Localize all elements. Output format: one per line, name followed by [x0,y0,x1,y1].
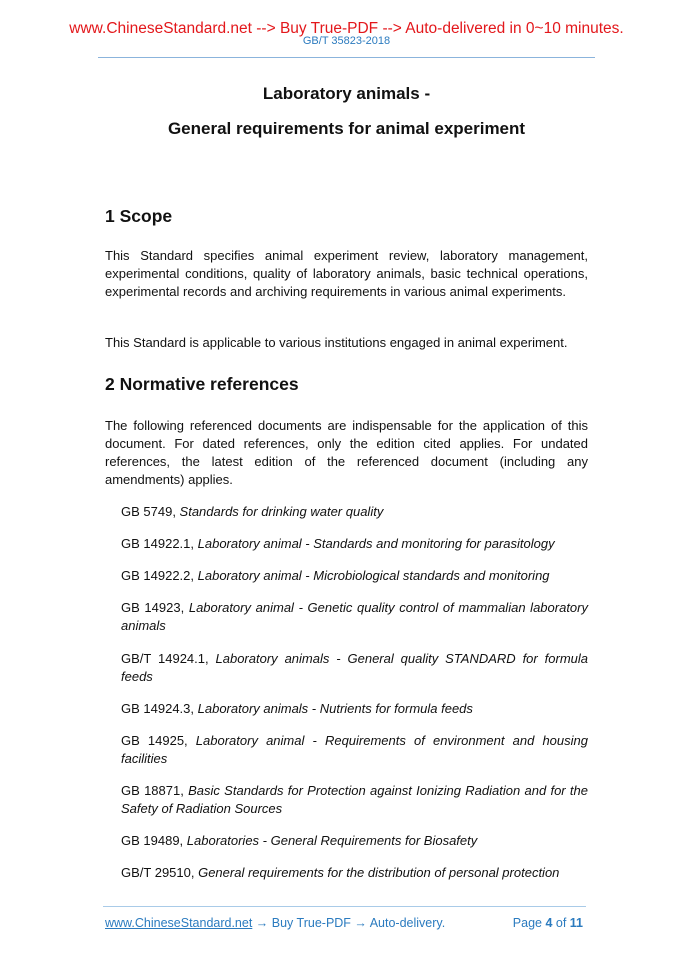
page-of-label: of [552,916,570,930]
reference-code: GB 18871, [121,783,189,798]
scope-paragraph-1-wrap [105,247,588,301]
reference-item [121,503,588,521]
reference-title: Laboratory animals - General quality STANDARD for formula feeds [121,651,588,684]
scope-paragraph-2-wrap [105,334,588,352]
normative-paragraph-wrap [105,417,588,489]
reference-item [121,782,588,818]
page-current: 4 [545,916,553,930]
reference-code: GB 14925, [121,733,196,748]
reference-code: GB 14923, [121,600,189,615]
section-normative-references [105,373,588,395]
page-footer [105,915,583,931]
footer-tagline: → Buy True-PDF → Auto-delivery. [252,916,446,930]
reference-item [121,864,588,882]
reference-code: GB/T 29510, [121,865,199,880]
page-label: Page [512,916,546,930]
reference-item [121,832,588,850]
reference-item [121,700,588,718]
scope-paragraph-2: This Standard is applicable to various institutions engaged in animal experiment. [105,335,568,350]
header-divider [98,57,595,58]
reference-code: GB 14922.2, [121,568,198,583]
promo-banner: www.ChineseStandard.net --> Buy True-PDF --> Auto-delivered in 0~10 minutes. [69,20,624,37]
section-heading-normative-references: 2 Normative references [105,374,299,394]
reference-item [121,567,588,585]
reference-code: GB 14924.3, [121,701,198,716]
document-title-line1: Laboratory animals - [262,84,431,103]
footer-divider [103,906,586,907]
reference-title: General requirements for the distribution of personal protection [198,865,560,880]
reference-title: Standards for drinking water quality [179,504,384,519]
reference-title: Laboratory animal - Requirements of environment and housing facilities [121,733,588,766]
reference-code: GB/T 14924.1, [121,651,216,666]
section-heading-scope: 1 Scope [105,206,173,226]
reference-code: GB 14922.1, [121,536,198,551]
reference-item [121,732,588,768]
page-indicator [513,915,583,931]
reference-code: GB 5749, [121,504,180,519]
normative-paragraph: The following referenced documents are indispensable for the application of this document. For dated references, only the edition cited applies. For undated references, the latest edition of the referenced document (including any amendments) applies. [105,418,588,487]
reference-title: Laboratory animal - Microbiological standards and monitoring [197,568,550,583]
reference-title: Laboratory animal - Standards and monitoring for parasitology [197,536,555,551]
standard-code: GB/T 35823-2018 [302,35,391,47]
document-title-line2: General requirements for animal experiment [167,119,526,138]
scope-paragraph-1: This Standard specifies animal experiment review, laboratory management, experimental conditions, quality of laboratory animals, basic technical operations, experimental records and archiving requirements in various animal experiments. [105,248,588,299]
reference-item [121,650,588,686]
reference-code: GB 19489, [121,833,187,848]
reference-item [121,599,588,635]
footer-site-link[interactable]: www.ChineseStandard.net [105,916,253,930]
page-total: 11 [569,916,583,930]
reference-title: Laboratory animals - Nutrients for formula feeds [197,701,473,716]
reference-title: Laboratory animal - Genetic quality control of mammalian laboratory animals [121,600,588,633]
reference-title: Laboratories - General Requirements for Biosafety [186,833,478,848]
section-scope [105,205,588,227]
reference-item [121,535,588,553]
reference-title: Basic Standards for Protection against Ionizing Radiation and for the Safety of Radiation Sources [121,783,588,816]
